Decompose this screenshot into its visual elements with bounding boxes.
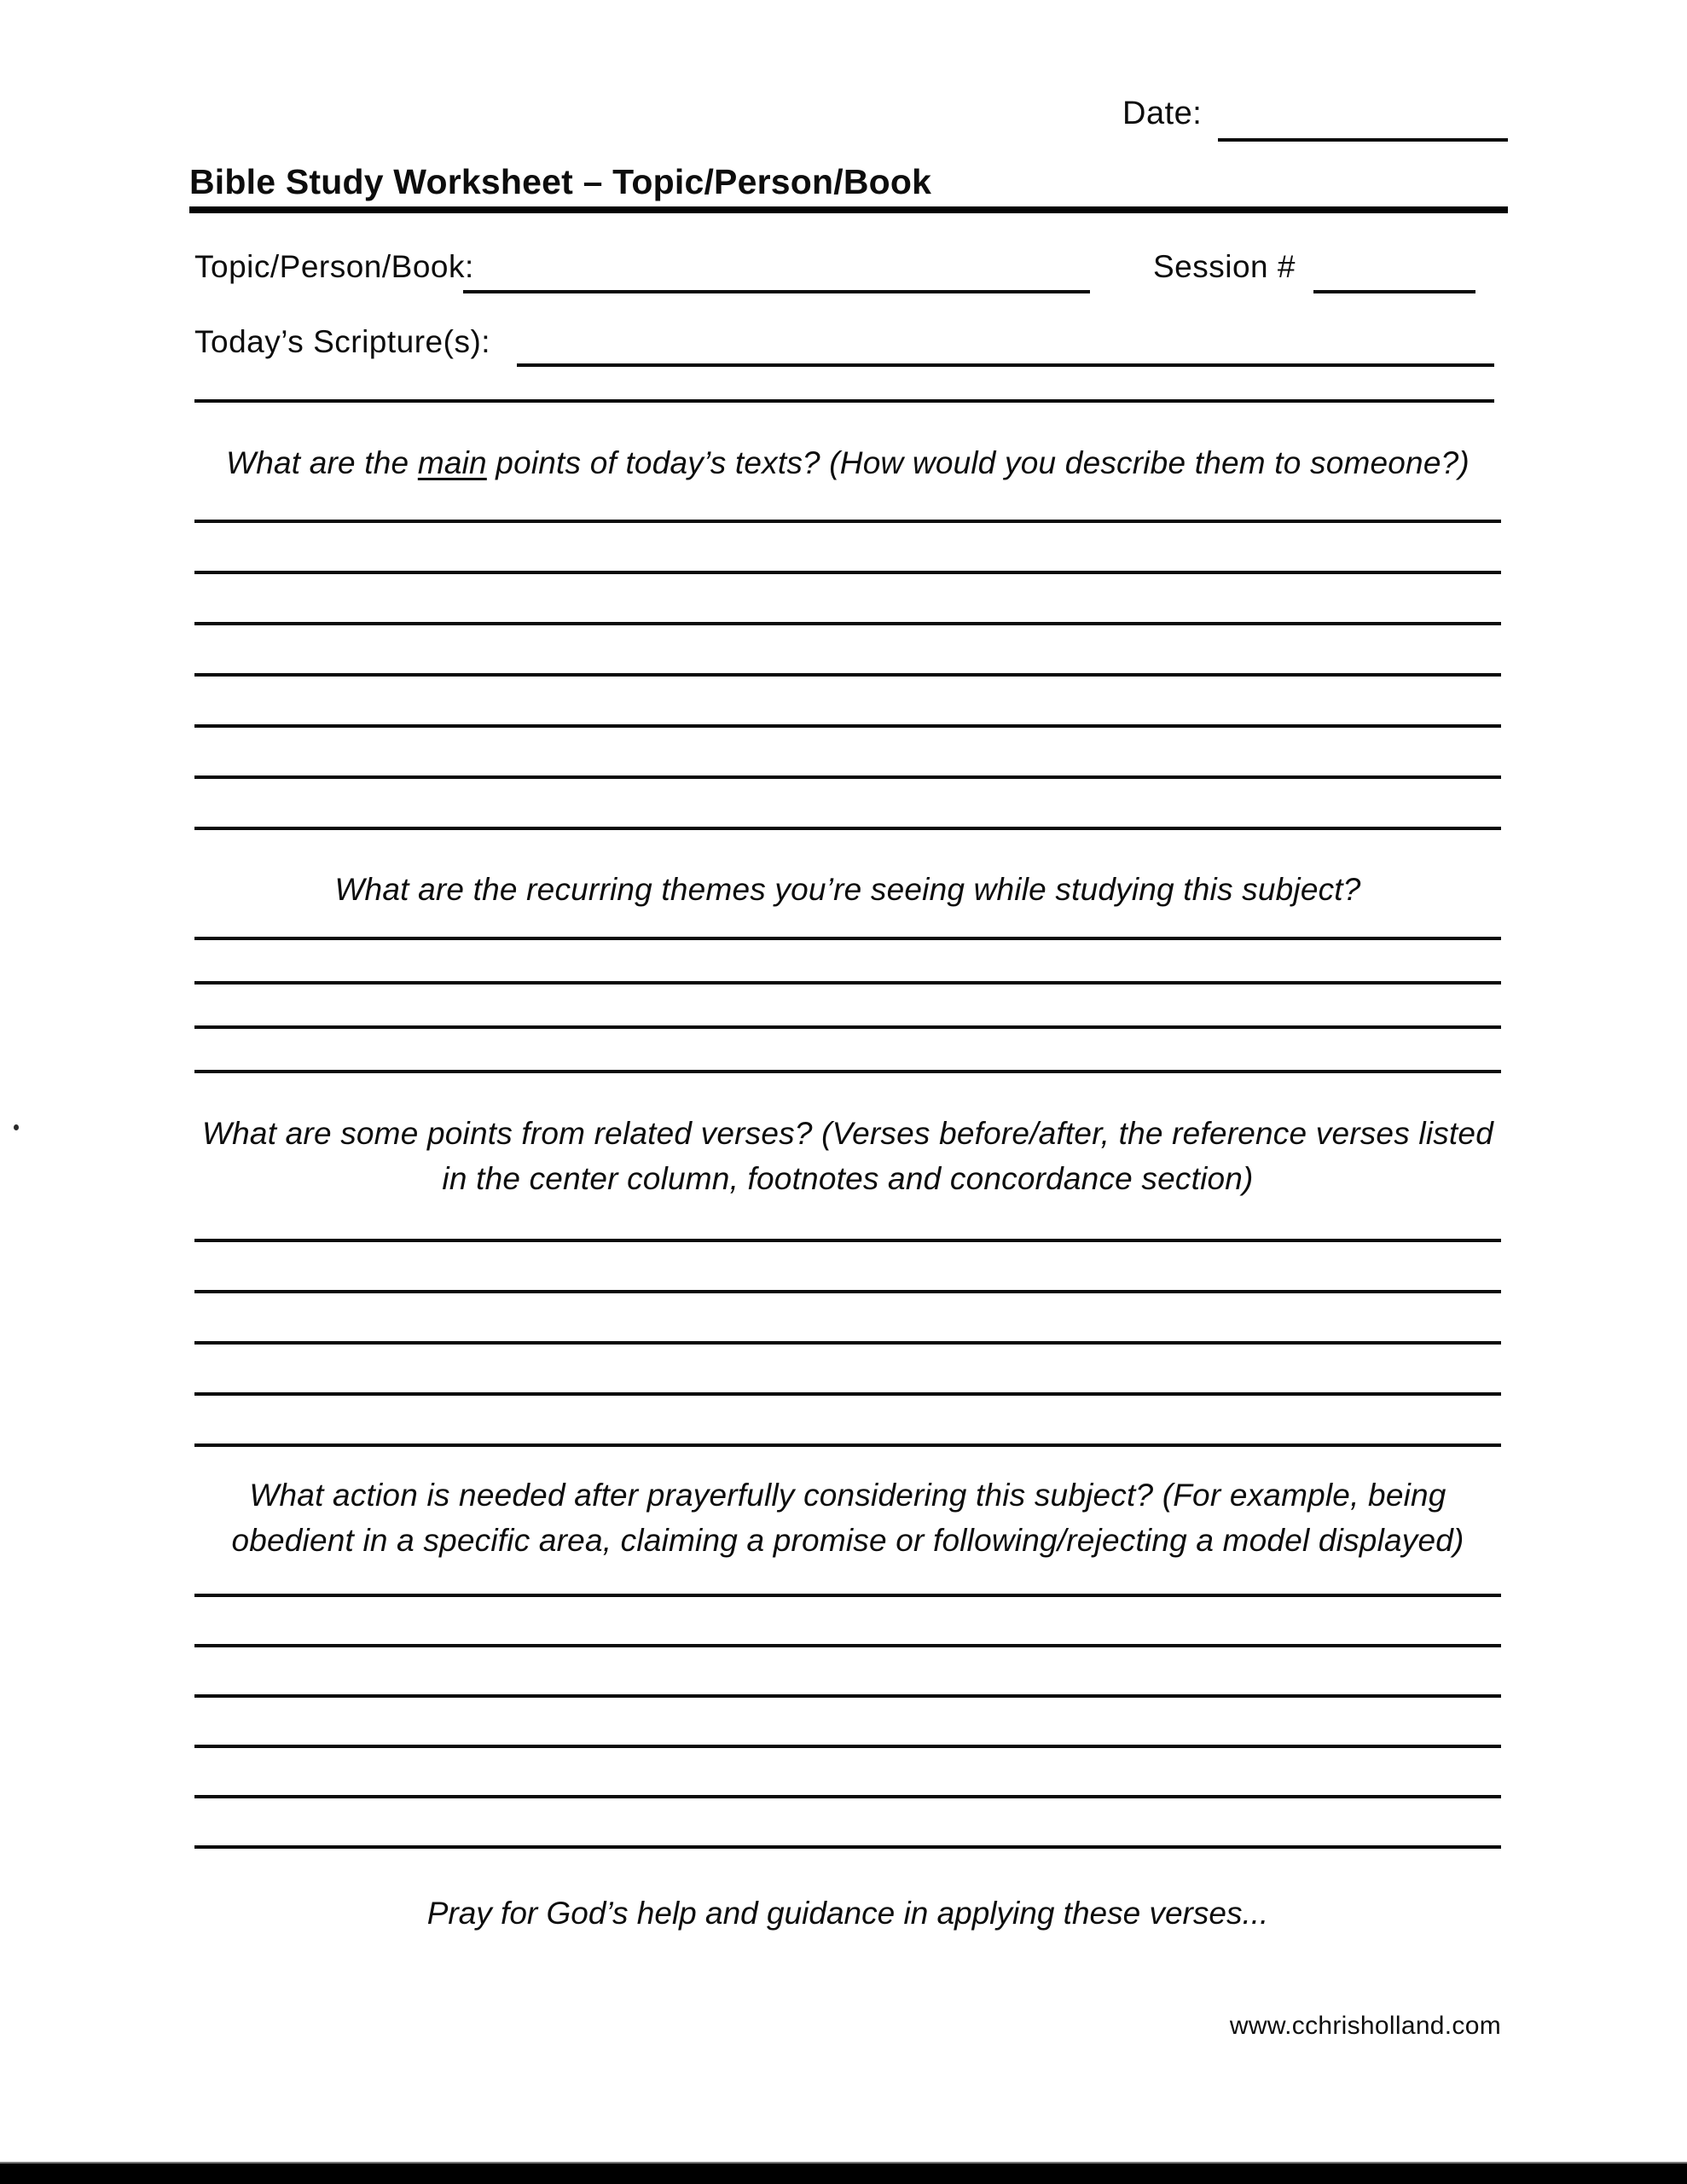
q1-underlined-word: main bbox=[417, 445, 487, 480]
answer-line bbox=[194, 940, 1501, 985]
topic-fill-line bbox=[463, 290, 1090, 293]
answer-line bbox=[194, 1748, 1501, 1798]
scripture-fill-line-2 bbox=[194, 399, 1494, 403]
page-title: Bible Study Worksheet – Topic/Person/Book bbox=[189, 162, 932, 201]
answer-line bbox=[194, 985, 1501, 1029]
answer-line bbox=[194, 1798, 1501, 1849]
answer-line bbox=[194, 896, 1501, 940]
question-action-needed: What action is needed after prayerfully considering this subject? (For example, being obedient in a specific area, claiming a promise or following/rejecting a model displayed) bbox=[231, 1478, 1464, 1558]
answer-lines-recurring-themes bbox=[194, 896, 1501, 1073]
answer-line bbox=[194, 1029, 1501, 1073]
title-underline-rule bbox=[189, 206, 1508, 213]
question-recurring-themes: What are the recurring themes you’re seeing while studying this subject? bbox=[334, 872, 1361, 907]
answer-line bbox=[194, 1396, 1501, 1447]
answer-line bbox=[194, 677, 1501, 728]
answer-line bbox=[194, 625, 1501, 677]
answer-line bbox=[194, 1698, 1501, 1748]
bottom-scan-bar bbox=[0, 2162, 1687, 2184]
q1-text-pre: What are the bbox=[226, 445, 418, 480]
answer-line bbox=[194, 523, 1501, 574]
date-fill-line bbox=[1218, 138, 1508, 142]
todays-scripture-label: Today’s Scripture(s): bbox=[194, 324, 491, 359]
answer-line bbox=[194, 779, 1501, 830]
answer-line bbox=[194, 1345, 1501, 1396]
question-related-verses: What are some points from related verses? (Verses before/after, the reference verses listed in the center column, footnotes and concordance section) bbox=[202, 1116, 1493, 1196]
answer-line bbox=[194, 1242, 1501, 1293]
q1-text-post: points of today’s texts? (How would you describe them to someone?) bbox=[486, 445, 1470, 480]
answer-lines-action-needed bbox=[194, 1547, 1501, 1849]
answer-line bbox=[194, 1597, 1501, 1647]
date-label: Date: bbox=[1122, 96, 1203, 131]
session-number-label: Session # bbox=[1153, 249, 1296, 284]
scripture-fill-line bbox=[517, 363, 1494, 367]
answer-line bbox=[194, 1191, 1501, 1242]
scan-speck bbox=[14, 1124, 19, 1130]
answer-line bbox=[194, 1647, 1501, 1698]
session-fill-line bbox=[1313, 290, 1475, 293]
answer-line bbox=[194, 728, 1501, 779]
closing-prayer-note: Pray for God’s help and guidance in applying these verses... bbox=[426, 1896, 1269, 1931]
answer-line bbox=[194, 574, 1501, 625]
answer-line bbox=[194, 472, 1501, 523]
answer-line bbox=[194, 1293, 1501, 1345]
website-footer: www.cchrisholland.com bbox=[1229, 2012, 1501, 2040]
answer-lines-main-points bbox=[194, 472, 1501, 830]
answer-line bbox=[194, 1547, 1501, 1597]
answer-lines-related-verses bbox=[194, 1191, 1501, 1447]
topic-person-book-label: Topic/Person/Book: bbox=[194, 249, 474, 284]
